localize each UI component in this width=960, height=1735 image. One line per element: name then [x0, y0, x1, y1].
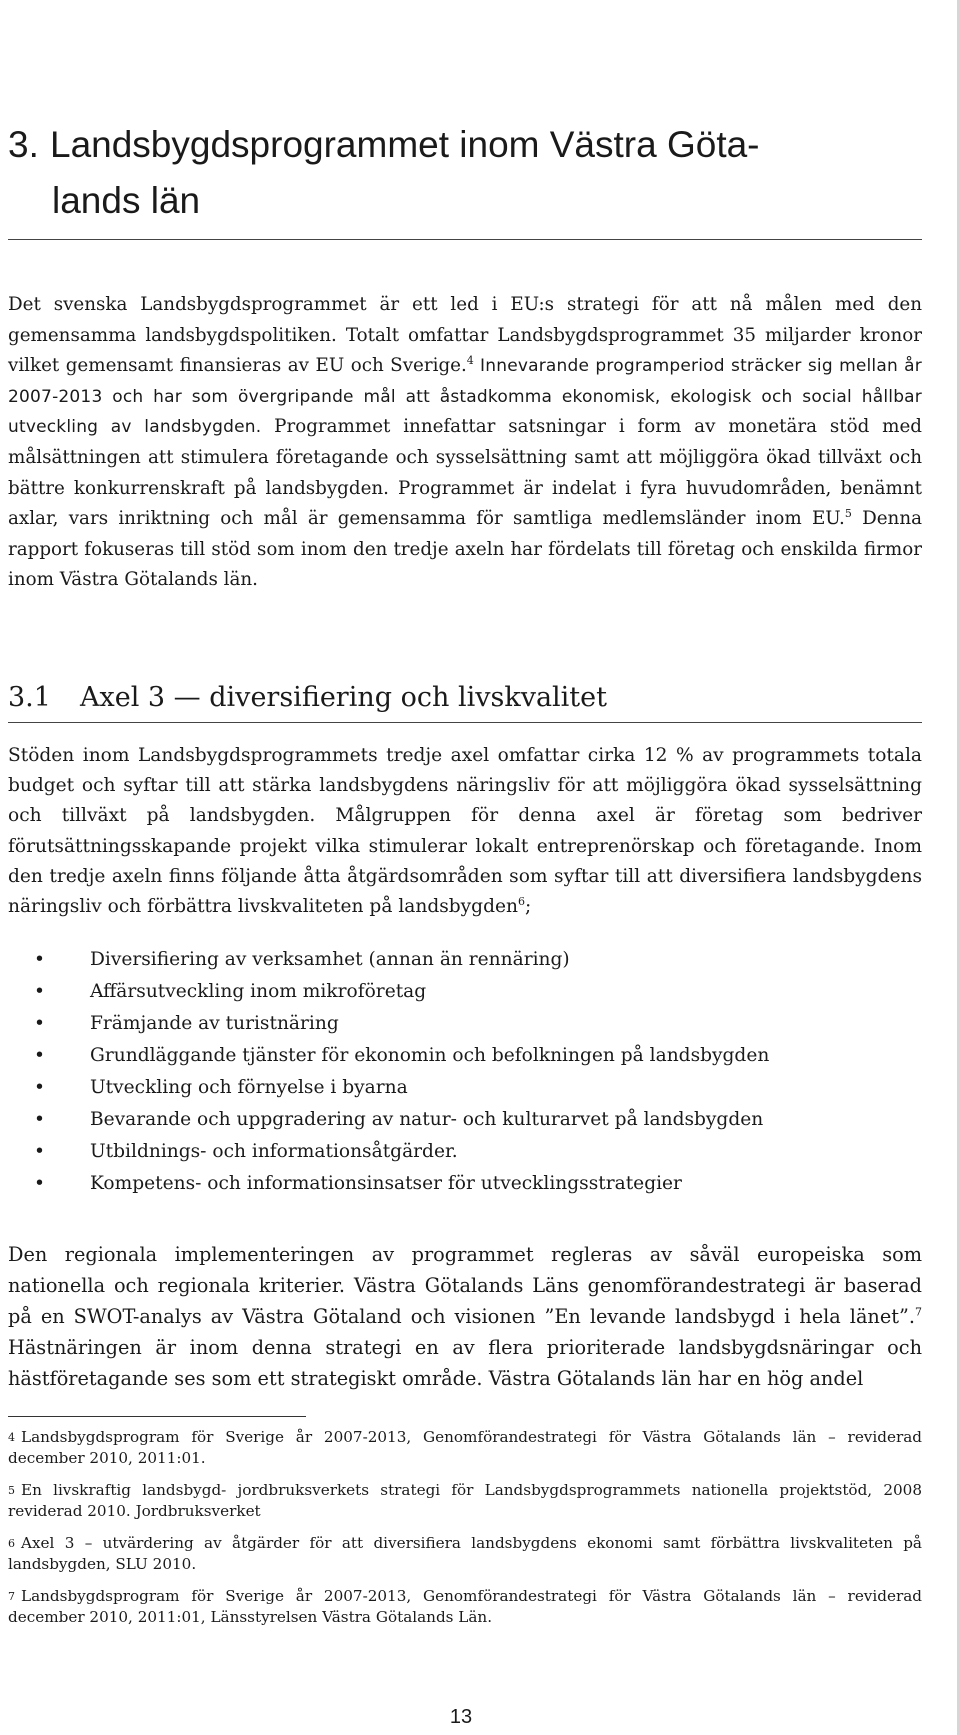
chapter-title-line1: Landsbygdsprogrammet inom Västra Göta- — [50, 124, 760, 165]
footnote-number: 5 — [8, 1484, 15, 1498]
section-title-text: Axel 3 — diversifiering och livskvalitet — [80, 681, 607, 713]
footnote-ref-5: 5 — [844, 507, 852, 521]
footnote-5 — [8, 1480, 922, 1521]
footnote-4 — [8, 1427, 922, 1468]
page-number: 13 — [449, 1706, 473, 1728]
footnote-7 — [8, 1586, 922, 1627]
regional-paragraph — [8, 1239, 922, 1394]
regional-paragraph-tail: Hästnäringen är inom denna strategi en av flera prioriterade landsbygdsnäringar och hästföretagande ses som ett strategiskt område. Västra Götalands län har en hög andel — [8, 1336, 922, 1391]
footnote-ref-4: 4 — [466, 354, 474, 368]
chapter-number: 3. — [8, 124, 39, 165]
chapter-title-line2: lands län — [52, 180, 201, 221]
footnote-text: En livskraftig landsbygd- jordbruksverkets strategi för Landsbygdsprogrammets nationella projektstöd, 2008 reviderad 2010. Jordbruksverket — [8, 1481, 922, 1521]
measures-list — [8, 944, 922, 1200]
footnote-number: 7 — [8, 1590, 15, 1604]
intro-part1: Det svenska Landsbygdsprogrammet är ett led i EU:s strategi för att nå målen med den gemensamma landsbygdspolitiken. Totalt omfattar Landsbygdsprogrammet 35 miljarder kronor vilket gemensamt finansieras av EU och Sverige. — [8, 294, 922, 377]
section-number: 3.1 — [8, 681, 51, 713]
list-item: • Affärsutveckling inom mikroföretag — [8, 976, 922, 1008]
section-title — [8, 678, 922, 723]
list-item: • Kompetens- och informationsinsatser för utvecklingsstrategier — [8, 1168, 922, 1200]
regional-paragraph-text: Den regionala implementeringen av programmet regleras av såväl europeiska som nationella och regionala kriterier. Västra Götalands Läns genomförandestrategi är baserad på en SWOT-analys av Västra Götaland och visionen ”En levande landsbygd i hela länet”. — [8, 1243, 922, 1329]
intro-part4: Denna rapport fokuseras till stöd som inom den tredje axeln har fördelats till företag och enskilda firmor inom Västra Götalands län. — [8, 508, 923, 591]
list-item: • Utbildnings- och informationsåtgärder. — [8, 1136, 922, 1168]
list-item: • Främjande av turistnäring — [8, 1008, 922, 1040]
list-item: • Grundläggande tjänster för ekonomin och befolkningen på landsbygden — [8, 1040, 922, 1072]
footnote-separator — [8, 1416, 306, 1417]
chapter-title — [8, 0, 922, 240]
list-item: • Utveckling och förnyelse i byarna — [8, 1072, 922, 1104]
list-item: • Bevarande och uppgradering av natur- och kulturarvet på landsbygden — [8, 1104, 922, 1136]
intro-part2: Innevarande programperiod sträcker sig mellan år 2007-2013 och har som övergripande mål att åstadkomma ekonomisk, ekologisk och social hållbar utveckling av landsbygden. — [8, 356, 922, 438]
section-paragraph-tail: ; — [524, 895, 532, 917]
footnote-text: Axel 3 – utvärdering av åtgärder för att diversifiera landsbygdens ekonomi samt förbättra livskvaliteten på landsbygden, SLU 2010. — [8, 1534, 922, 1574]
page-content — [8, 0, 922, 1627]
footnote-ref-6: 6 — [517, 894, 525, 908]
footnote-number: 6 — [8, 1537, 15, 1551]
section-paragraph-text: Stöden inom Landsbygdsprogrammets tredje axel omfattar cirka 12 % av programmets totala budget och syftar till att stärka landsbygdens näringsliv för att möjliggöra ökad sysselsättning och tillväxt på landsbygden. Målgruppen för denna axel är företag som bedriver förutsättningsskapande projekt vilka stimulerar lokalt entreprenörskap och företagande. Inom den tredje axeln finns följande åtta åtgärdsområden som syftar till att diversifiera landsbygdens näringsliv och förbättra livskvaliteten på landsbygden — [8, 744, 922, 917]
footnote-number: 4 — [8, 1431, 15, 1445]
list-item: • Diversifiering av verksamhet (annan än rennäring) — [8, 944, 922, 976]
footnote-text: Landsbygdsprogram för Sverige år 2007-2013, Genomförandestrategi för Västra Götalands län – reviderad december 2010, 2011:01, Länsstyrelsen Västra Götalands Län. — [8, 1587, 922, 1627]
section-paragraph — [8, 741, 922, 922]
footnote-text: Landsbygdsprogram för Sverige år 2007-2013, Genomförandestrategi för Västra Götalands län – reviderad december 2010, 2011:01. — [8, 1428, 922, 1468]
intro-part3: Programmet innefattar satsningar i form av monetära stöd med målsättningen att stimulera företagande och sysselsättning samt att möjliggöra ökad tillväxt och bättre konkurrenskraft på landsbygden. Programmet är indelat i fyra huvudområden, benämnt axlar, vars inriktning och mål är gemensamma för samtliga medlemsländer inom EU. — [8, 416, 922, 530]
intro-paragraph — [8, 290, 922, 596]
footnote-6 — [8, 1533, 922, 1574]
footnote-ref-7: 7 — [915, 1305, 922, 1319]
